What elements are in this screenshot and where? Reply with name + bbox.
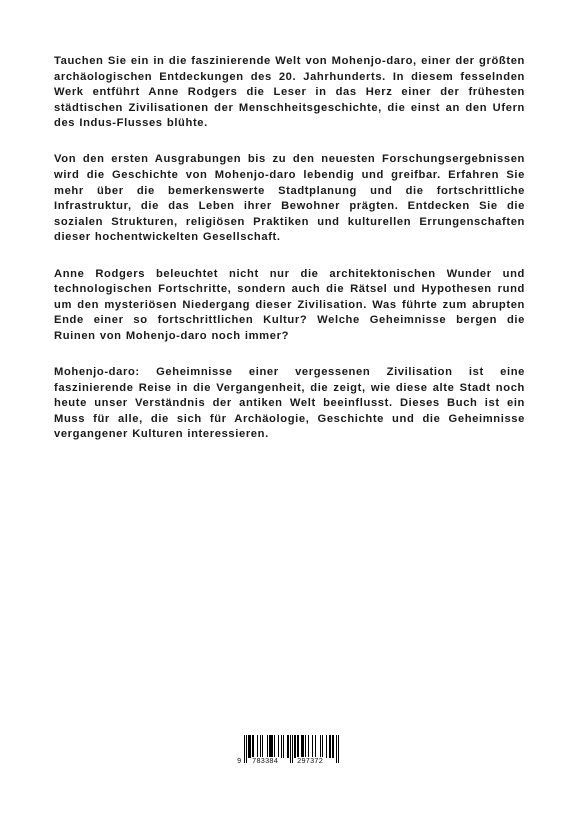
barcode-bar <box>269 735 270 758</box>
barcode-bar <box>271 735 272 758</box>
barcode-bar <box>270 735 271 758</box>
barcode-bar <box>312 735 313 758</box>
barcode-bar <box>281 735 282 758</box>
barcode-bar <box>249 735 250 758</box>
barcode-bar <box>288 735 289 758</box>
barcode-bar <box>278 735 279 758</box>
barcode-bar <box>272 735 273 758</box>
barcode-bar <box>308 735 309 758</box>
barcode-bar <box>287 735 288 758</box>
isbn-barcode <box>237 735 339 768</box>
barcode-digit-first: 9 <box>237 758 242 766</box>
description-paragraph-4: Mohenjo-daro: Geheimnisse einer vergessenen Zivilisation ist eine faszinierende Reise in die Vergangenheit, die zeigt, wie diese alte Stadt noch heute unser Verständnis der antiken Welt beeinflusst. Dieses Buch ist ein Muss für alle, die sich für Archäologie, Geschichte und die Geheimnisse vergangener Kulturen interessieren. <box>54 366 525 441</box>
barcode-bar <box>260 735 261 758</box>
barcode-bar <box>294 735 295 758</box>
barcode-bar <box>298 735 299 758</box>
barcode-bar <box>333 735 334 758</box>
barcode-bar <box>297 735 298 758</box>
barcode-bar <box>332 735 333 758</box>
barcode-bar <box>320 735 321 758</box>
barcode-bar <box>295 735 296 758</box>
barcode-bar <box>305 735 306 758</box>
barcode-digits-left: 783384 <box>252 758 278 766</box>
barcode-bar <box>274 735 275 758</box>
barcode-bar <box>330 735 331 758</box>
description-paragraph-1: Tauchen Sie ein in die faszinierende Welt von Mohenjo-daro, einer der größten archäologischen Entdeckungen des 20. Jahrhunderts. In diesem fesselnden Werk entführt Anne Rodgers die Leser in das Herz einer der frühesten städtischen Zivilisationen der Menschheitsgeschichte, die einst an den Ufern des Indus-Flusses blühte. <box>54 55 525 130</box>
barcode-bar <box>267 735 268 758</box>
barcode-bar <box>252 735 253 758</box>
barcode-digits-right: 297372 <box>297 758 323 766</box>
barcode-bar <box>248 735 249 758</box>
barcode-bar <box>315 735 316 758</box>
barcode-bar <box>262 735 263 758</box>
barcode-bar <box>253 735 254 758</box>
barcode-bar <box>326 735 327 758</box>
barcode-bar <box>250 735 251 758</box>
barcode-bar <box>322 735 323 758</box>
barcode-bar <box>257 735 258 758</box>
barcode-bar <box>302 735 303 758</box>
barcode-digits <box>237 757 339 768</box>
description-paragraph-2: Von den ersten Ausgrabungen bis zu den neuesten Forschungsergebnissen wird die Geschichte von Mohenjo-daro lebendig und greifbar. Erfahren Sie mehr über die bemerkenswerte Stadtplanung und die fortschrittliche Infrastruktur, die das Leben ihrer Bewohner prägten. Entdecken Sie die sozialen Strukturen, religiösen Praktiken und kulturellen Errungenschaften dieser hochentwickelten Gesellschaft. <box>54 153 525 244</box>
description-paragraph-3: Anne Rodgers beleuchtet nicht nur die architektonischen Wunder und technologischen Fortschritte, sondern auch die Rätsel und Hypothesen rund um den mysteriösen Niedergang dieser Zivilisation. Was führte zum abrupten Ende einer so fortschrittlichen Kultur? Welche Geheimnisse bergen die Ruinen von Mohenjo-daro noch immer? <box>54 267 525 342</box>
barcode-bar <box>303 735 304 758</box>
barcode-bar <box>301 735 302 758</box>
barcode-bar <box>283 735 284 758</box>
barcode-bar <box>329 735 330 758</box>
book-description <box>54 54 525 463</box>
